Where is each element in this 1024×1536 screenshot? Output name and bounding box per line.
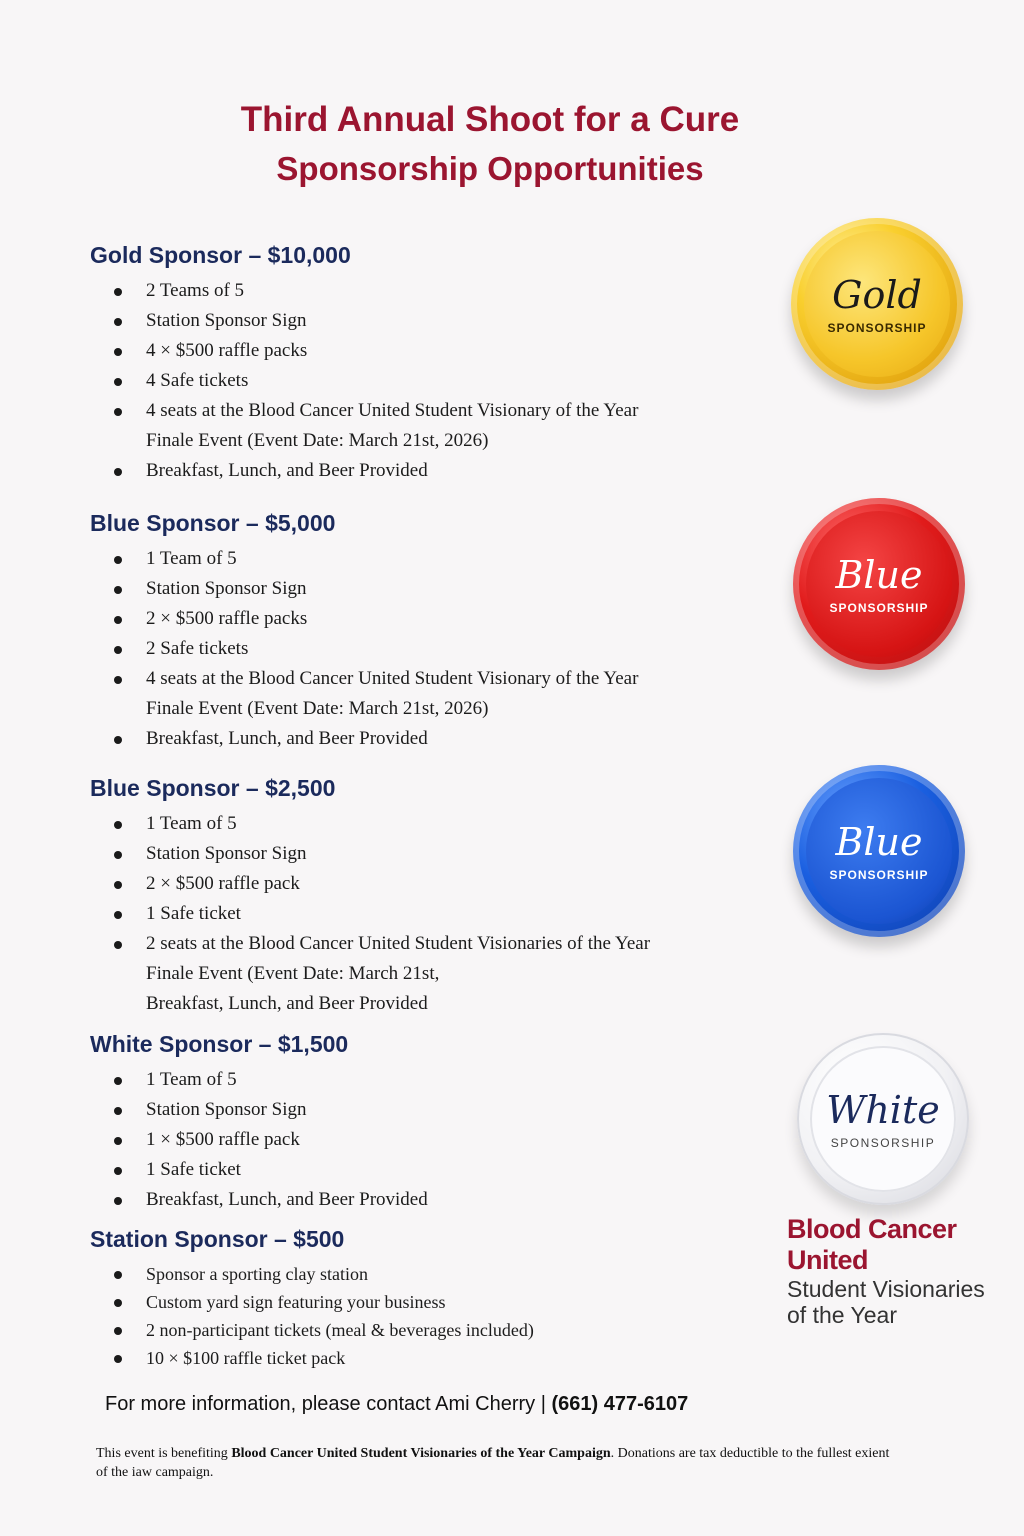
list-item: Station Sponsor Sign: [146, 839, 790, 869]
blood-cancer-united-logo: [787, 1214, 1017, 1328]
list-item-continuation: Finale Event (Event Date: March 21st,: [146, 963, 440, 984]
list-item-continuation: Finale Event (Event Date: March 21st, 2026): [146, 430, 489, 451]
medal-script: Blue: [835, 553, 923, 597]
tier-heading: White Sponsor – $1,500: [90, 1031, 349, 1057]
tier-station: [90, 1224, 790, 1372]
tier-heading: Station Sponsor – $500: [90, 1226, 345, 1252]
logo-line: of the Year: [787, 1302, 897, 1328]
medal-script: Blue: [835, 820, 923, 864]
list-item: 1 × $500 raffle pack: [146, 1125, 790, 1155]
list-item: Station Sponsor Sign: [146, 574, 790, 604]
list-item-continuation: Finale Event (Event Date: March 21st, 2026): [146, 698, 489, 719]
list-item: 1 Safe ticket: [146, 899, 790, 929]
list-item: 2 Safe tickets: [146, 634, 790, 664]
list-item: 1 Team of 5: [146, 544, 790, 574]
tier-blue-5000: [90, 508, 790, 754]
footnote-prefix: This event is benefiting: [96, 1446, 232, 1461]
list-item: Breakfast, Lunch, and Beer Provided: [146, 1185, 790, 1215]
white-medal-icon: [797, 1033, 969, 1205]
list-item: 2 × $500 raffle packs: [146, 604, 790, 634]
logo-line: United: [787, 1245, 868, 1275]
list-item: 2 Teams of 5: [146, 276, 790, 306]
list-item: Custom yard sign featuring your business: [146, 1288, 790, 1316]
list-item: Station Sponsor Sign: [146, 1095, 790, 1125]
contact-line: [105, 1393, 905, 1416]
list-item: 1 Safe ticket: [146, 1155, 790, 1185]
tier-gold: [90, 240, 790, 486]
list-item: 1 Team of 5: [146, 809, 790, 839]
medal-caption: SPONSORSHIP: [827, 321, 927, 335]
list-item: 10 × $100 raffle ticket pack: [146, 1344, 790, 1372]
logo-line: Blood Cancer: [787, 1214, 957, 1244]
medal-caption: SPONSORSHIP: [829, 868, 929, 882]
medal-script: White: [826, 1088, 940, 1132]
footnote: [96, 1444, 896, 1482]
red-medal-icon: [793, 498, 965, 670]
logo-line: Student Visionaries: [787, 1276, 985, 1302]
list-item: 2 non-participant tickets (meal & beverages included): [146, 1316, 790, 1344]
list-item: 2 × $500 raffle pack: [146, 869, 790, 899]
benefit-list: [90, 544, 790, 754]
list-item-continuation: Breakfast, Lunch, and Beer Provided: [146, 993, 428, 1014]
list-item: 1 Team of 5: [146, 1065, 790, 1095]
benefit-list: [90, 1065, 790, 1215]
list-item: Sponsor a sporting clay station: [146, 1260, 790, 1288]
list-item: 4 Safe tickets: [146, 366, 790, 396]
blue-medal-icon: [793, 765, 965, 937]
benefit-list: [90, 809, 790, 1019]
tier-heading: Blue Sponsor – $2,500: [90, 775, 336, 801]
list-item: 4 seats at the Blood Cancer United Student Visionary of the Year: [146, 396, 790, 426]
footnote-campaign: Blood Cancer United Student Visionaries of the Year Campaign: [231, 1446, 611, 1461]
tier-white: [90, 1029, 790, 1215]
list-item: Breakfast, Lunch, and Beer Provided: [146, 456, 790, 486]
page-subtitle: Sponsorship Opportunities: [276, 150, 704, 187]
contact-phone: (661) 477-6107: [551, 1393, 689, 1415]
list-item: 4 × $500 raffle packs: [146, 336, 790, 366]
medal-caption: SPONSORSHIP: [830, 1136, 936, 1150]
benefit-list: [90, 1260, 790, 1372]
gold-medal-icon: [791, 218, 963, 390]
contact-text: For more information, please contact Ami Cherry |: [105, 1393, 552, 1415]
list-item: Station Sponsor Sign: [146, 306, 790, 336]
tier-blue-2500: [90, 773, 790, 1019]
tier-heading: Blue Sponsor – $5,000: [90, 510, 336, 536]
benefit-list: [90, 276, 790, 486]
list-item: Breakfast, Lunch, and Beer Provided: [146, 724, 790, 754]
list-item: 4 seats at the Blood Cancer United Student Visionary of the Year: [146, 664, 790, 694]
list-item: 2 seats at the Blood Cancer United Student Visionaries of the Year: [146, 929, 790, 959]
footnote-suffix: . Donations are tax deductible to the fullest exient of the iaw campaign.: [96, 1446, 890, 1480]
medal-caption: SPONSORSHIP: [829, 601, 929, 615]
medal-script: Gold: [832, 273, 922, 317]
page-title: Third Annual Shoot for a Cure: [240, 100, 740, 139]
tier-heading: Gold Sponsor – $10,000: [90, 242, 351, 268]
